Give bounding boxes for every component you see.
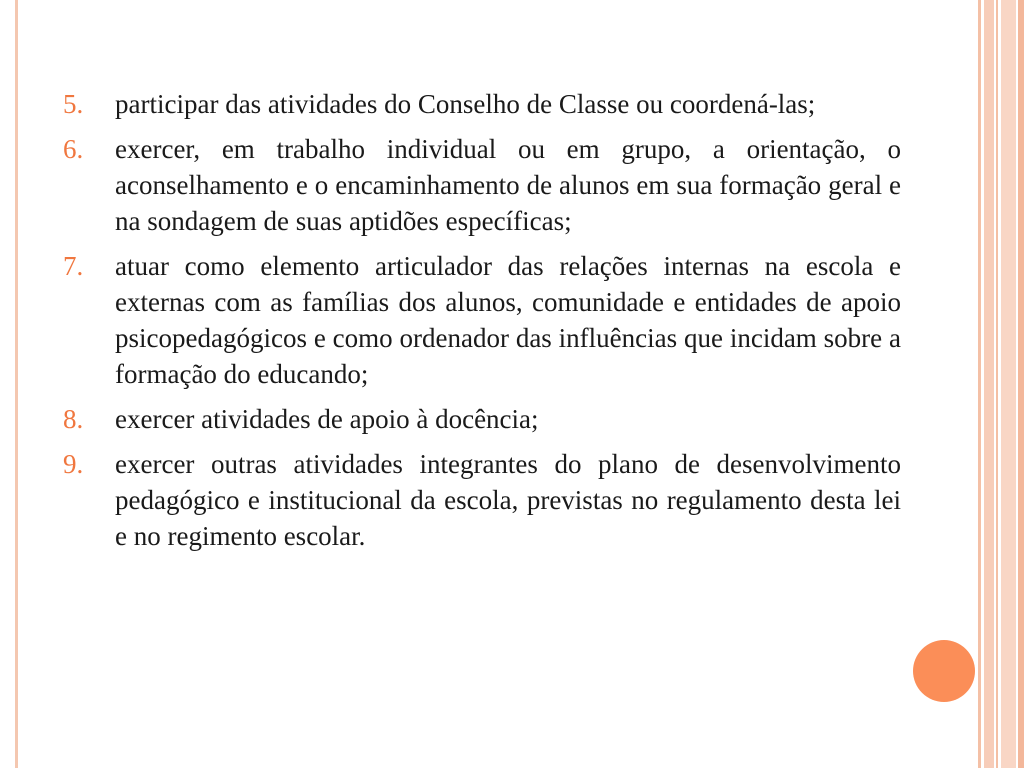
- left-border-line: [15, 0, 18, 768]
- decorative-stripe: [1018, 0, 1024, 768]
- list-text: exercer, em trabalho individual ou em grupo, a orientação, o aconselhamento e o encaminhamento de alunos em sua formação geral e na sondagem de suas aptidões específicas;: [115, 134, 901, 236]
- list-item: [63, 248, 901, 392]
- list-number: 9.: [63, 449, 84, 479]
- list-item: [63, 86, 901, 122]
- decorative-stripe: [978, 0, 981, 768]
- list-item: [63, 401, 901, 437]
- decorative-stripe: [996, 0, 998, 768]
- list-text: exercer atividades de apoio à docência;: [115, 404, 539, 434]
- decorative-circle: [913, 640, 975, 702]
- decorative-stripe: [984, 0, 994, 768]
- list-text: exercer outras atividades integrantes do plano de desenvolvimento pedagógico e institucional da escola, previstas no regulamento desta lei e no regimento escolar.: [115, 449, 901, 551]
- decorative-stripe: [1001, 0, 1016, 768]
- list-item: [63, 446, 901, 554]
- slide-body: [63, 86, 901, 563]
- list-number: 5.: [63, 89, 84, 119]
- list-number: 7.: [63, 251, 84, 281]
- numbered-list: [63, 86, 901, 554]
- list-number: 8.: [63, 404, 84, 434]
- list-text: participar das atividades do Conselho de Classe ou coordená-las;: [115, 89, 816, 119]
- list-item: [63, 131, 901, 239]
- list-text: atuar como elemento articulador das relações internas na escola e externas com as famílias dos alunos, comunidade e entidades de apoio psicopedagógicos e como ordenador das influências que incidam sobre a formação do educando;: [115, 251, 901, 389]
- list-number: 6.: [63, 134, 84, 164]
